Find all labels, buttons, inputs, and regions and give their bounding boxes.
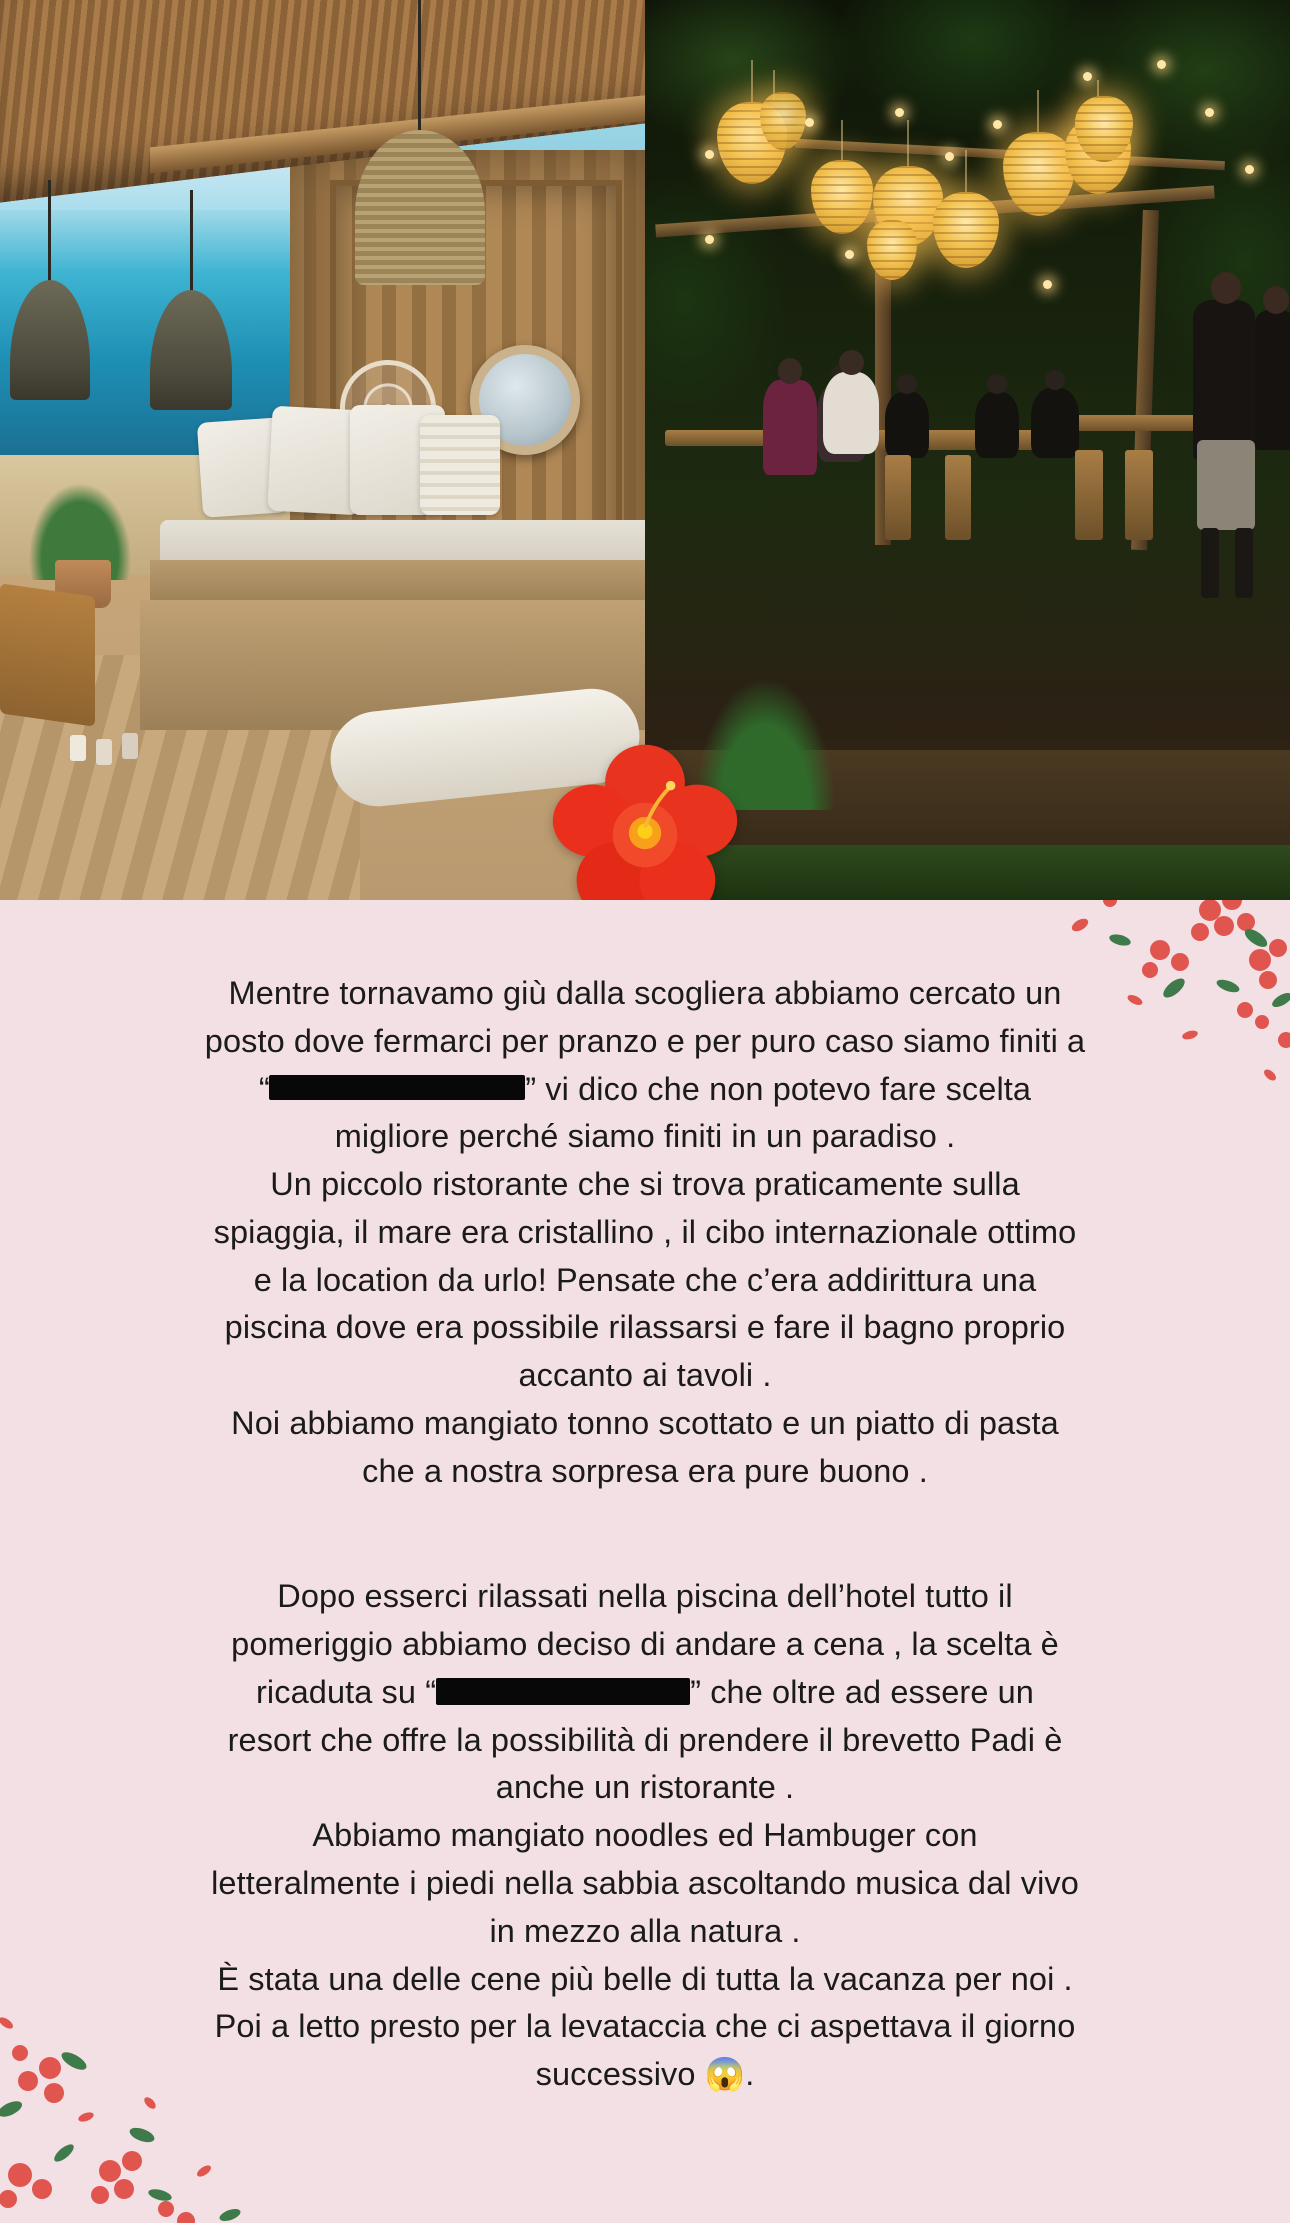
- lantern-cord: [965, 150, 967, 196]
- string-bulb: [1157, 60, 1166, 69]
- string-bulb: [1245, 165, 1254, 174]
- standing-person: [1193, 300, 1255, 460]
- diner-head: [897, 374, 917, 394]
- string-bulb: [895, 108, 904, 117]
- diner-red-dress: [763, 380, 817, 475]
- lamp-cord: [190, 190, 193, 295]
- photo-collage: [0, 0, 1290, 900]
- paragraph-line: successivo 😱.: [535, 2056, 755, 2093]
- standing-person-shorts: [1197, 440, 1255, 530]
- standing-person-head: [1263, 286, 1289, 314]
- paragraph-line: Poi a letto presto per la levataccia che ci aspettava il giorno: [214, 2008, 1076, 2045]
- lantern-cord: [907, 120, 909, 168]
- paragraph-line: posto dove fermarci per pranzo e per puro caso siamo finiti a: [204, 1022, 1086, 1059]
- redacted-place-name-1: [269, 1075, 525, 1100]
- string-bulb: [993, 120, 1002, 129]
- paragraph-line: accanto ai tavoli .: [518, 1357, 772, 1394]
- paragraph-line: pomeriggio abbiamo deciso di andare a cena , la scelta è: [231, 1626, 1059, 1663]
- line-before-redaction: ricaduta su “: [256, 1673, 437, 1710]
- chair: [945, 455, 971, 540]
- paragraph-line: resort che offre la possibilità di prendere il brevetto Padi è: [227, 1721, 1063, 1758]
- chair: [885, 455, 911, 540]
- chair: [1125, 450, 1153, 540]
- paragraph-line: Mentre tornavamo giù dalla scogliera abbiamo cercato un: [228, 975, 1062, 1011]
- paragraph-line: anche un ristorante .: [495, 1769, 795, 1806]
- paragraph-line: Dopo esserci rilassati nella piscina dell’hotel tutto il: [277, 1578, 1013, 1615]
- string-bulb: [1043, 280, 1052, 289]
- diner-head: [987, 374, 1007, 394]
- cushion: [420, 415, 500, 515]
- diner-white-shirt: [823, 372, 879, 454]
- paragraph-line: in mezzo alla natura .: [489, 1912, 801, 1949]
- paragraph-line: Un piccolo ristorante che si trova praticamente sulla: [270, 1166, 1020, 1203]
- string-bulb: [705, 235, 714, 244]
- leg: [1201, 528, 1219, 598]
- paragraph-line: letteralmente i piedi nella sabbia ascoltando musica dal vivo: [211, 1865, 1079, 1902]
- string-bulb: [945, 152, 954, 161]
- paragraph-line: Abbiamo mangiato noodles ed Hambuger con: [312, 1817, 978, 1854]
- paragraph-line-redacted: [95, 1669, 1195, 1717]
- paragraph-line: spiaggia, il mare era cristallino , il cibo internazionale ottimo: [213, 1213, 1077, 1250]
- paragraph-line: che a nostra sorpresa era pure buono .: [362, 1452, 928, 1489]
- wooden-chair: [0, 583, 95, 726]
- paragraph-line: migliore perché siamo finiti in un paradiso .: [334, 1118, 956, 1155]
- line-after-redaction: ” vi dico che non potevo fare scelta: [525, 1070, 1032, 1107]
- story-body: [0, 900, 1290, 2099]
- diner: [1031, 388, 1079, 458]
- string-bulb: [705, 150, 714, 159]
- chair: [1075, 450, 1103, 540]
- diner: [975, 392, 1019, 458]
- redacted-place-name-2: [436, 1678, 690, 1705]
- table-cups: [70, 735, 86, 761]
- diner-head: [778, 358, 802, 384]
- string-bulb: [805, 118, 814, 127]
- open-quote: “: [258, 1070, 270, 1107]
- string-bulb: [845, 250, 854, 259]
- grass-pendant-lamp-main: [355, 130, 485, 285]
- paragraph-line: e la location da urlo! Pensate che c’era addirittura una: [253, 1261, 1037, 1298]
- line-after-redaction: ” che oltre ad essere un: [690, 1673, 1034, 1710]
- leg: [1235, 528, 1253, 598]
- lantern-cord: [1037, 90, 1039, 135]
- diner: [885, 392, 929, 458]
- lantern-cord: [751, 60, 753, 105]
- diner-head: [1045, 370, 1065, 390]
- paragraph-line: Noi abbiamo mangiato tonno scottato e un piatto di pasta: [231, 1404, 1059, 1441]
- string-bulb: [1083, 72, 1092, 81]
- paragraph-spacer: [95, 1495, 1195, 1573]
- standing-person: [1255, 310, 1290, 450]
- paragraph-line: È stata una delle cene più belle di tutta la vacanza per noi .: [217, 1960, 1073, 1997]
- diner-head: [839, 350, 864, 375]
- lamp-cord: [48, 180, 51, 285]
- lantern-cord: [841, 120, 843, 162]
- standing-person-head: [1211, 272, 1241, 304]
- paragraph-line-redacted: [95, 1066, 1195, 1114]
- string-bulb: [1205, 108, 1214, 117]
- story-text-panel: [0, 900, 1290, 2223]
- lamp-cord: [418, 0, 421, 140]
- hibiscus-flower-sticker: [545, 740, 745, 900]
- paragraph-line: piscina dove era possibile rilassarsi e fare il bagno proprio: [224, 1309, 1066, 1346]
